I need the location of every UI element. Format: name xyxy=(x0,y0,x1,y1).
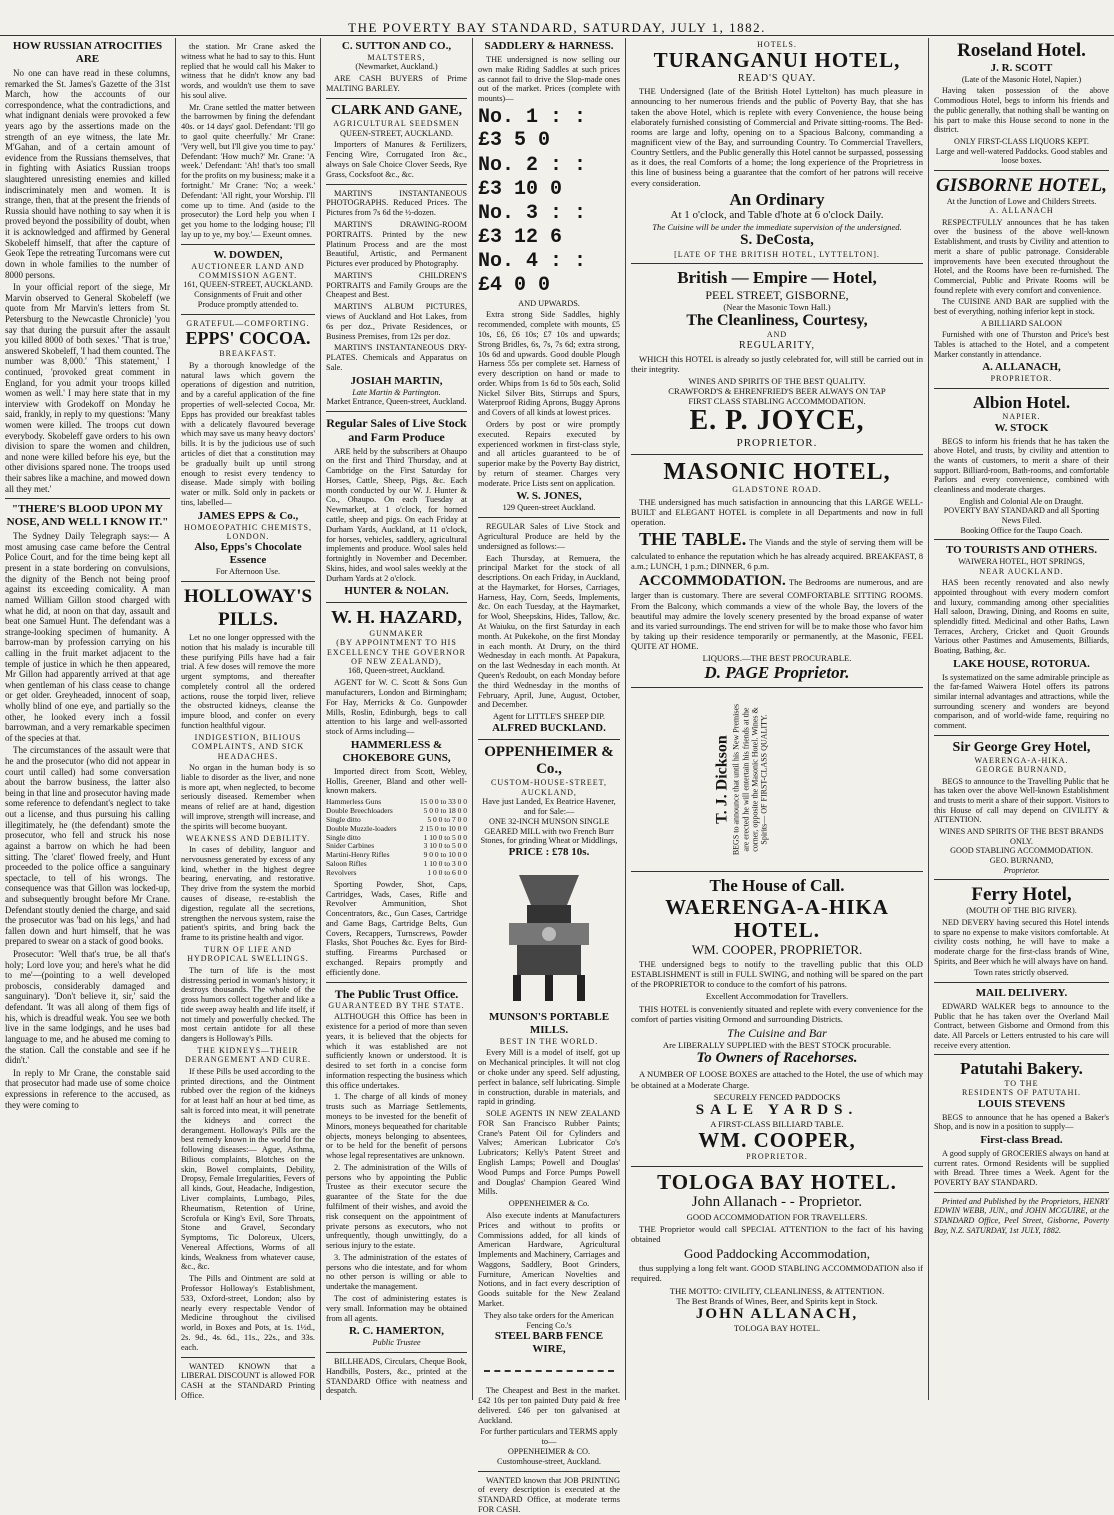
article-paragraph: the station. Mr Crane asked the witness what he had to say to this. Hunt replied that he would call his Maker to witness that he didn't know any bad words, and wouldn't use them to save his soul alive. xyxy=(181,42,315,100)
table-cell-item: Single ditto xyxy=(326,832,361,842)
table-row xyxy=(326,869,467,878)
column-6: Roseland Hotel. J. R. SCOTT (Late of the Masonic Hotel, Napier.) Having taken possession of the above Commodious Hotel, begs to inform his friends and the public generally, that nothing shall be wanting on his part to make this House second to none in the district. ONLY FIRST-CLASS LIQUORS KEPT. Large and well-watered Paddocks. Good stables and loose boxes. GISBORNE HOTEL, At the Junction of Lowe and Childers Streets. A. ALLANACH RESPECTFULLY announces that he has taken over the business of the above well-known Establishment, and trusts by Civility and attention to merit a share of public patronage. Considerable improvements have been executed throughout the Hotel, and the Rooms have been re-furnished. The Commercial, Public and Private Rooms will be found replete with every comfort and convenience. The CUISINE AND BAR are supplied with the best of everything, nothing inferior kept in stock. A BILLIARD SALOON Furnished with one of Thurston and Price's best Tables is attached to the Hotel, and a competent Marker constantly in attendance. A. ALLANACH, PROPRIETOR. Albion Hotel. NAPIER. W. STOCK BEGS to inform his friends that he has taken the above Hotel, and trusts, by civility and attention to the wants of customers, to merit a share of their support. Billiard-room, Bath-rooms, and comfortable Parlors and every convenience, combined with cleanliness and moderate charges. English and Colonial Ale on Draught. POVERTY BAY STANDARD and all Sporting News Filed. Booking Office for the Taupo Coach. TO TOURISTS AND OTHERS. WAIWERA HOTEL, HOT SPRINGS, NEAR AUCKLAND. HAS been recently renovated and also newly appointed throughout with every modern comfort and luxury, commanding among other specialities Hall saloon, Drawing, Dining, and Rooms en suite, splendidly fitted. Medicinal and other Baths, Lawn Terraces, Archery, Cricket and Quoit Grounds Various other Pastimes and Amusements, Billiards, Boating, Bathing, &c. LAKE HOUSE, ROTORUA. Is systematized on the same admirable principle as the far-famed Waiwera Hotel offers its patrons similar internal advantages and attractions, while the surrounding scenery and wonders are beyond comparison, and of world-wide fame, requiring no comment. Sir George Grey Hotel, WAERENGA-A-HIKA. GEORGE BURNAND, BEGS to announce to the Travelling Public that he has taken over the above Well-known Establishment and trusts to merit a share of their support. Visitors to this House of call may depend on CIVILITY & ATTENTION. WINES AND SPIRITS OF THE BEST BRANDS ONLY. GOOD STABLING ACCOMMODATION. GEO. BURNAND, Proprietor. Ferry Hotel, (MOUTH OF THE BIG RIVER). NED DEVERY having secured this Hotel intends to spare no expense to make visitors comfortable. At civility costs nothing, he will have to make a moderate charge for the first-class brands of Wine, Spirits, and Beer which he will always have on hand. Town rates strictly observed. MAIL DELIVERY. EDWARD WALKER begs to announce to the Public that he has taken over the Overland Mail Contract, between Gisborne and Ormond from this date. All Parcels or Letters entrusted to his care will receive every attention. Patutahi Bakery. TO THE RESIDENTS OF PATUTAHI. LOUIS STEVENS BEGS to announce that he has opened a Baker's Shop, and is now in a position to supply— First-class Bread. A good supply of GROCERIES always on hand at current rates. Ormond Residents will be supplied with Bread. Three times a Week. Agent for the POVERTY BAY STANDARD. Printed and Published by the Proprietors, HENRY EDWIN WEBB, JUN., and JOHN MCGUIRE, at the STANDARD Office, Peel Street, Gisborne, Poverty Bay, N.Z. SATURDAY, 1st JULY, 1882. xyxy=(934,40,1109,1235)
article-paragraph: Prosecutor: 'Well that's true, be all that's holy; Lord love you; and here's what he did to me'—(pointing to a well developed proboscis, considerably damaged and sanguinary). 'Don't believe it, sir,' said the defendant. 'It was all along of them figs of his, which is dreadful weak. You see we both live in the same lodgings, and he uses bad language to me, and he abused me coming to the station. Call the constable and see if he didn't.' xyxy=(5,949,170,1066)
table-cell-item: Double Muzzle-loaders xyxy=(326,823,397,833)
table-cell-item: Snider Carbines xyxy=(326,841,375,851)
imprint: Printed and Published by the Proprietors, HENRY EDWIN WEBB, JUN., and JOHN MCGUIRE, at the STANDARD Office, Peel Street, Gisborne, Poverty Bay, N.Z. SATURDAY, 1st JULY, 1882. xyxy=(934,1196,1109,1235)
advert-title: HOLLOWAY'S PILLS. xyxy=(183,586,313,630)
price-table xyxy=(326,798,467,878)
price-line: No. 4 : : £4 0 0 xyxy=(478,250,587,298)
advert-title: The Public Trust Office. xyxy=(334,986,459,1001)
hotel-title: TURANGANUI HOTEL, xyxy=(653,48,901,73)
hotel-title: Roseland Hotel. xyxy=(957,40,1086,61)
table-cell-price: 5 0 0 to 18 0 0 xyxy=(423,806,467,815)
hotel-title: Sir George Grey Hotel, xyxy=(952,739,1091,755)
advert-title: CLARK AND GANE, xyxy=(330,102,463,118)
hotel-title: Albion Hotel. xyxy=(972,392,1071,412)
dickson-advert: T. J. Dickson BEGS to announce that until his New Premises are erected he will entertain his friends at the corner, opposite the Masonic Hotel. Wines & Spirits— OF FIRST-CLASS QUALITY. xyxy=(713,703,769,856)
article-paragraph: In reply to Mr Crane, the constable said that prosecutor had made use of some choice expressions in reference to the accused, as they were coming to xyxy=(5,1067,170,1110)
article-paragraph: Mr. Crane settled the matter between the barrowmen by fining the defendant 40s. or 14 days' gaol. Defendant: 'I'll go to gaol quite cheerfully.' Mr Crane: 'Very well, but I'll give you time to pay.' Defendant: 'How much?' Mr. Crane: 'A week.' Defendant: 'Ah! that's too small for the profits on my business; make it a fortnight.' Mr Crane: 'No; a week.' Defendant: 'All right, your Worship. I'll come up to time. And (aside to the prosecutor) the Lord help you when I get you home to the lodging house; I'll lay up to ye, my boy.'— Exeunt omnes. xyxy=(181,102,315,239)
column-3: C. SUTTON AND CO., MALTSTERS, (Newmarket, Auckland.) ARE CASH BUYERS of Prime MALTING BARLEY. CLARK AND GANE, AGRICULTURAL SEEDSMEN QUEEN-STREET, AUCKLAND. Importers of Manures & Fertilizers, Fencing Wire, Corrugated Iron &c., always on Sale Choice Clover Seeds, Rye Grass, Cocksfoot &c., &c. MARTIN'S INSTANTANEOUS PHOTOGRAPHS. Reduced Prices. The Pictures from 7s 6d the ½-dozen. MARTIN'S DRAWING-ROOM PORTRAITS. Printed by the new Platinum Process and are the most Beautiful, Artistic, and Permanent Pictures ever produced by Photography. MARTIN'S CHILDREN'S PORTRAITS and Family Groups are the Cheapest and Best. MARTIN'S ALBUM PICTURES, views of Auckland and Hot Lakes, from 6s per doz., Private Residences, or Business Premises, from 12s per doz. MARTIN'S INSTANTANEOUS DRY-PLATES. Chemicals and Apparatus on Sale. JOSIAH MARTIN, Late Martin & Partington. Market Entrance, Queen-street, Auckland. Regular Sales of Live Stock and Farm Produce ARE held by the subscribers at Ohaupo on the first and Third Thursday, and at Cambridge on the First Saturday for Horses, Cattle, Sheep, Pigs, &c. Each month conducted by our W. J. Hunter & Co., Ohaupo. On each Tuesday at Newmarket, at 1 o'clock, for horned cattle, sheep and pigs. On each Friday at Durham Yards, Auckland, at 11 o'clock, for horses, vehicles, saddlery, agricultural implements and produce. Wool sales held fortnightly in November and December. Skins, hides, and wool sales weekly at the Durham Yards at 2 o'clock. HUNTER & NOLAN. W. H. HAZARD, GUNMAKER (BY APPOINTMENT TO HIS EXCELLENCY THE GOVERNOR OF NEW ZEALAND), 168, Queen-street, Auckland. AGENT for W. C. Scott & Sons Gun manufacturers, London and Birmingham; For Hay, Merricks & Co. Gunpowder Mills, Roslin, Edinburgh, begs to call attention to his large and well-assorted stock of Arms including— HAMMERLESS & CHOKEBORE GUNS, Imported direct from Scott, Webley, Hollis, Greener, Bland and other well-known makers. Hammerless Guns 15 0 0 to 33 0 0 Double Breechloaders 5 0 0 to 18 0 0 Single ditto 5 0 0 to 7 0 0 Double Muzzle-loaders 2 15 0 to 10 0 0 Single ditto 1 10 0 to 5 0 0 Snider Carbines 3 10 0 to 5 0 0 Martini-Henry Rifles 9 0 0 to 10 0 0 Saloon Rifles 1 10 0 to 3 0 0 Revolvers 1 0 0 to 6 0 0 Sporting Powder, Shot, Caps, Cartridges, Wads, Cases, Rifle and Revolver Ammunition, Shot Concentrators, &c., Gun Cases, Cartridge and Game Bags, Cartridge Belts, Gun Covers, Recappers, Turnscrews, Powder Flasks, Shot Pouches &c. Eyes for Bird-stuffing. Firearms Purchased or exchanged. Repairs promptly and efficiently done. The Public Trust Office. GUARANTEED BY THE STATE. ALTHOUGH this Office has been in existence for a period of more than seven years, it is believed that the objects for which it was established are not sufficiently known or understood. It is desired to set forth in a concise form information respecting the business which this office undertakes. 1. The charge of all kinds of money trusts such as Marriage Settlements, moneys to be invested for the benefit of Minors, moneys bequeathed for charitable objects, moneys belonging to absentees, or to be held for the benefit of persons whose legal representatives are unknown. 2. The administration of the Wills of persons who by appointing the Public Trustee as their executor secure the guarantee of the State for the due fulfilment of their wishes, and avoid the risk consequent on the appointment of private persons as executors, who not unfrequently, though unwittingly, do a serious injury to the estate. 3. The administration of the estates of persons who die intestate, and for whom no other person is willing or able to undertake the management. The cost of administering estates is very small. Information may be obtained from all agents. R. C. HAMERTON, Public Trustee BILLHEADS, Circulars, Cheque Book, Handbills, Posters, &c., printed at the STANDARD Office with neatness and despatch. xyxy=(326,40,467,1396)
advert-title: W. DOWDEN, xyxy=(213,248,283,261)
table-cell-price: 1 10 0 to 3 0 0 xyxy=(423,859,467,869)
column-5: HOTELS. TURANGANUI HOTEL, READ'S QUAY. THE Undersigned (late of the British Hotel Lyttelton) has much pleasure in announcing to her numerous friends and the public of Poverty Bay, that she has taken the above Hotel, which is replete with every Convenience, the house being elaborately furnished consisting of Commercial and Private sitting-rooms. The Bed-rooms are large and lofty, opening on to a Spacious Balcony, commanding a magnificent view of the Bay, and surrounding Country. To Commercial Travellers, Country Settlers, and the Public generally this Hotel cannot be surpassed, possessing as it does, the real Comforts of a home; the long experience of the Proprietress in this line of business being a guarantee that the comfort of her patrons will receive every consideration. An Ordinary At 1 o'clock, and Table d'hote at 6 o'clock Daily. The Cuisine will be under the immediate supervision of the undersigned. S. DeCosta, [LATE OF THE BRITISH HOTEL, LYTTELTON]. British — Empire — Hotel, PEEL STREET, GISBORNE, (Near the Masonic Town Hall.) The Cleanliness, Courtesy, AND REGULARITY, WHICH this HOTEL is already so justly celebrated for, will still be carried out in their integrity. WINES AND SPIRITS OF THE BEST QUALITY. CRAWFORD'S & EHRENFRIED'S BEER ALWAYS ON TAP FIRST CLASS STABLING ACCOMMODATION. E. P. JOYCE, PROPRIETOR. MASONIC HOTEL, GLADSTONE ROAD. THE undersigned has much satisfaction in announcing that this LARGE WELL-BUILT and ELEGANT HOTEL is complete in all Departments and now in full operation. THE TABLE. The Viands and the style of serving them will be calculated to enhance the reputation which he has already acquired. BREAKFAST, 8 a.m.; LUNCH, 1 p.m.; DINNER, 6 p.m. ACCOMMODATION. The Bedrooms are numerous, and are larger than is customary. There are several COMFORTABLE SITTING ROOMS. From the Balcony, which commands a view of the whole Bay, the lovers of the beautiful may admire the lovely scenery presented by the broad expanse of water and its varied surroundings. The end striven for will be to make those who favor him by taking up their residence temporarily or permanently, at the Masonic, FEEL QUITE AT HOME. LIQUORS.—THE BEST PROCURABLE. D. PAGE Proprietor. T. J. Dickson BEGS to announce that until his New Premises are erected he will entertain his friends at the corner, opposite the Masonic Hotel. Wines & Spirits— OF FIRST-CLASS QUALITY. The House of Call. WAERENGA-A-HIKA HOTEL. WM. COOPER, PROPRIETOR. THE undersigned begs to notify to the travelling public that this OLD ESTABLISHMENT is still in FULL SWING, and nothing will be spared on the part of the PROPRIETOR to conduce to the comfort of his patrons. Excellent Accommodation for Travellers. THIS HOTEL is conveniently situated and replete with every convenience for the comfort of parties visiting Ormond and surrounding Districts. The Cuisine and Bar Are LIBERALLY SUPPLIED with the BEST STOCK procurable. To Owners of Racehorses. A NUMBER OF LOOSE BOXES are attached to the Hotel, the use of which may be obtained at a Moderate Charge. SECURELY FENCED PADDOCKS SALE YARDS. A FIRST-CLASS BILLIARD TABLE. WM. COOPER, PROPRIETOR. TOLOGA BAY HOTEL. John Allanach - - Proprietor. GOOD ACCOMMODATION FOR TRAVELLERS. THE Proprietor would call SPECIAL ATTENTION to the fact of his having obtained Good Paddocking Accommodation, thus supplying a long felt want. GOOD STABLING ACCOMMODATION also if required. THE MOTTO: CIVILITY, CLEANLINESS, & ATTENTION. The Best Brands of Wines, Beer, and Spirits kept in Stock. JOHN ALLANACH, TOLOGA BAY HOTEL. xyxy=(631,40,923,1334)
table-cell-item: Hammerless Guns xyxy=(326,797,382,807)
table-cell-price: 1 10 0 to 5 0 0 xyxy=(423,832,467,842)
price-line: No. 2 : : £3 10 0 xyxy=(478,154,587,201)
hotel-title: GISBORNE HOTEL, xyxy=(935,174,1108,196)
article-paragraph: The circumstances of the assault were that he and the prosecutor (who did not appear in court until called) had some conversation about the barrow business, the latter also being in that line and prosecutor having made some reference to defendant's neglect to take out a license, and thus pursuing his calling illegitimately, he (the defendant) smote the prosecutor, who fell and struck his nose against a barrow on which he had been sitting. The 'claret' flowed freely, and Hunt proceeded to the police office a sanguinary spectacle, to tell of his wrongs. The consequence was that Gillon was locked-up, and subsequently brought before Mr Crane. Defendant stoutly denied the charge, and said the prosecutor was 'bad on his legs,' and had fallen down and hurt himself, that he was prepared to swear on a stack of good books. xyxy=(5,745,170,947)
advert-title: C. SUTTON AND CO., xyxy=(341,40,452,52)
column-1 xyxy=(0,38,175,1400)
table-cell-item: Martini-Henry Rifles xyxy=(326,850,390,860)
table-cell-price: 3 10 0 to 5 0 0 xyxy=(423,841,467,851)
column-2: the station. Mr Crane asked the witness what he had to say to this. Hunt replied that he would call his Maker to witness that he didn't know any bad words, and wouldn't use them to save his soul alive. Mr. Crane settled the matter between the barrowmen by fining the defendant 40s. or 14 days' gaol. Defendant: 'I'll go to gaol quite cheerfully.' Mr Crane: 'Very well, but I'll give you time to pay.' Defendant: 'How much?' Mr. Crane: 'A week.' Defendant: 'Ah! that's too small for the profits on my business; make it a fortnight.' Mr Crane: 'No; a week.' Defendant: 'All right, your Worship. I'll come up to time. And (aside to the prosecutor) the Lord help you when I get you home to the lodging house; I'll lay up to ye, my boy.'— Exeunt omnes. W. DOWDEN, AUCTIONEER LAND AND COMMISSION AGENT. 161, QUEEN-STREET, AUCKLAND. Consignments of Fruit and other Produce promptly attended to. GRATEFUL—COMFORTING. EPPS' COCOA. BREAKFAST. By a thorough knowledge of the natural laws which govern the operations of digestion and nutrition, and by a careful application of the fine properties of well-selected Cocoa, Mr. Epps has provided our breakfast tables with a delicately flavoured beverage which may save us many heavy doctors' bills. It is by the judicious use of such articles of diet that a constitution may be gradually built up until strong enough to resist every tendency to disease. Made simply with boiling water or milk. Sold only in packets or tins, labelled— JAMES EPPS & Co., HOMOEOPATHIC CHEMISTS, LONDON. Also, Epps's Chocolate Essence For Afternoon Use. HOLLOWAY'S PILLS. Let no one longer oppressed with the notion that his malady is incurable till these purifying Pills have had a fair trial. A few doses will remove the more urgent symptoms, and thereafter completely control all the ordered actions, rouse the torpid liver, relieve the obstructed kidneys, cleanse the impure blood, and confer on every function healthful vigour. INDIGESTION, BILIOUS COMPLAINTS, AND SICK HEADACHES. No organ in the human body is so liable to disorder as the liver, and none is more apt, when neglected, to become seriously diseased. Remember when means of relief are at hand, digestion will improve, strength will increase, and the spirits will become buoyant. WEAKNESS AND DEBILITY. In cases of debility, languor and nervousness generated by excess of any kind, whether in the highest degree bearing, enervating, and restorative. They drive from the system the morbid causes of disease, re-establish the digestion, regulate all the secretions, strengthen the nervous system, raise the patient's spirits, and bring back the frame to its pristine health and vigor. TURN OF LIFE AND HYDROPICAL SWELLINGS. The turn of life is the most distressing period in woman's history; it destroys thousands. The whole of the gross humors collect together and like a tide sweep away health and life itself, if not timely and powerfully checked. The most certain antidote for all these dangers is Holloway's Pills. THE KIDNEYS—THEIR DERANGEMENT AND CURE. If these Pills be used according to the printed directions, and the Ointment rubbed over the region of the kidneys for at least half an hour at bed time, as salt is forced into meat, it will penetrate the kidneys and correct the derangement. Holloway's Pills are the best remedy known in the world for the following diseases:— Ague, Asthma, Bilious complaints, Blotches on the skin, Bowel complaints, Debility, Dropsy, Female Irregularities, Fevers of all kinds, Gout, Headache, Indigestion, Liver complaints, Lumbago, Piles, Rheumatism, Retention of Urine, Scrofula or King's Evil, Sore Throats, Stone and Gravel, Secondary Symptoms, Tic Doloreux, Ulcers, Venereal Affections, Worms of all kinds, Weakness from whatever cause, &c., &c. The Pills and Ointment are sold at Professor Holloway's Establishment, 533, Oxford-street, London; also by nearly every respectable Vendor of Medicine throughout the civilised world, in Boxes and Pots, at 1s. 1½d., 2s. 9d., 4s. 6d., 11s., 22s., and 33s. each. WANTED KNOWN that a LIBERAL DISCOUNT is allowed FOR CASH at the STANDARD Printing Office. xyxy=(181,42,315,1400)
hotel-title: MASONIC HOTEL, xyxy=(663,459,891,486)
hotel-title: Ferry Hotel, xyxy=(971,884,1072,906)
table-cell-item: Single ditto xyxy=(326,814,361,824)
advert-title: SADDLERY & HARNESS. xyxy=(484,40,614,52)
price-line: No. 1 : : £3 5 0 xyxy=(478,105,587,153)
table-cell-price: 5 0 0 to 7 0 0 xyxy=(427,814,467,824)
table-cell-price: 15 0 0 to 33 0 0 xyxy=(419,797,467,807)
article-heading: "THERE'S BLOOD UPON MY NOSE, AND WELL I KNOW IT." xyxy=(6,503,169,529)
hotel-title: TOLOGA BAY HOTEL. xyxy=(657,1169,897,1194)
mill-illustration xyxy=(479,865,619,1005)
article-paragraph: In your official report of the siege, Mr Marvin observed to General Skobeleff (we quote from Mr Marvin's letters from St. Petersburg to the Newcastle Chronicle) 'you say that during the pursuit after the assault you killed 8000 of both sexes.' 'That is true,' answered Skobeleff, 'I had them counted. The number was 8,000.' 'This statement,' I continued, 'provoked great comment in England, for you admit your troops killed women as well.' I may here state that in my interview with Grodekoff on Monday he said, frankly, in reply to my questions: 'Many women were killed. The troops cut down everybody. Skobeleff gave orders to his own division to spare the women and children, and none were killed before his eye, but the other divisions spared none. The troops used their sabres like a machine, and mowed down all they met.' xyxy=(5,282,170,494)
hotel-title: British — Empire — Hotel, xyxy=(677,268,877,288)
advert-title: OPPENHEIMER & Co., xyxy=(484,743,614,778)
hotel-title: WAERENGA-A-HIKA HOTEL. xyxy=(665,894,889,942)
table-cell-item: Saloon Rifles xyxy=(326,859,367,869)
table-cell-item: Revolvers xyxy=(326,867,357,877)
table-cell-item: Double Breechloaders xyxy=(326,806,393,815)
article-paragraph: No one can have read in these columns, remarked the St. James's Gazette of the 31st March, how the accounts of our correspondence, what the contradictions, and what indignant denials were provoked a few years ago by the assertions made on the strength of an eye witness, the late Mr. M'Gahan, and of a certain amount of evidence from the Russians themselves, that in fighting with Asiatics Russian troops slaughtered unresisting enemies and killed indiscriminately men and women. It is strange, then, that at the present the friends of Russia should have nothing to say when it is proved beyond the possibility of doubt, when it is acknowledged and affirmed by General Skobeleff himself, that after the capture of Geok Tepe the retreating Turcomans were cut down in whole families to the number of 8000 persons. xyxy=(5,67,170,280)
column-4: SADDLERY & HARNESS. THE undersigned is now selling our own make Riding Saddles at such prices as cannot fail to drive the Slop-made ones out of the market. Prices (complete with mounts)— No. 1 : : £3 5 0 No. 2 : : £3 10 0 No. 3 : : £3 12 6 No. 4 : : £4 0 0 AND UPWARDS. Extra strong Side Saddles, highly recommended, complete with mounts, £5 10s, £6, £6 10s; £7 10s and upwards; Strong Bridles, 6s, 7s, 7s 6d; extra strong, 10s 6d and upwards. Good double Plough Harness 55s per complete set. Harness of every description on hand or made to order. Whips from 1s 6d to 50s each, Solid Nickel Silver Bits, Stirrups and Spurs, Waterproof Riding Aprons, Buggy Aprons and Covers of all kinds at lowest prices. Orders by post or wire promptly executed. Repairs executed by experienced workmen in first-class style, and all articles guaranteed to be of superior make by the Poverty Bay district, by return of steamer. Charges very moderate. Price Lists sent on application. W. S. JONES, 129 Queen-street Auckland. REGULAR Sales of Live Stock and Agricultural Produce are held by the undersigned as follows:— Each Thursday, at Remuera, the principal Market for the stock of all descriptions. On each Friday, in Auckland, at the Haymarket, for Horses, Carriages, Harness, Hay, Corn, Seeds, Implements, &c. On each Tuesday, at the Haymarket, for Wool, Sheepskins, Hides, Tallow, &c. At Waiuku, on the first Saturday in each month. At Pukekohe, on the first Monday in each month. At Drury, on the third Wednesday in each month. At Papakura, on the last Wednesday in each month. At Queen's Redoubt, on each Monday before the third Wednesday in the months of February, April, June, August, October, and December. Agent for LITTLE'S SHEEP DIP. ALFRED BUCKLAND. OPPENHEIMER & Co., CUSTOM-HOUSE-STREET, AUCKLAND, Have just Landed, Ex Beatrice Havener, and for Sale:— ONE 32-INCH MUNSON SINGLE GEARED MILL with two French Burr Stones, for grinding Wheat or Middlings, PRICE : £78 10s. MUNSON'S PORTABLE MILLS. BEST IN THE WORLD. Every Mill is a model of itself, got up on Mechanical principles. It will not clog or choke under any speed. Self adjusting, perfect in balance, self lubricating. Simple in construction, durable in materials, and rapid in grinding. SOLE AGENTS IN NEW ZEALAND FOR San Francisco Rubber Paints; Crane's Patent Oil for Cylinders and Valves; American Lubricator Co's Lubricators; Kelly's Patent Street and English Lamps; Powell and Douglas' Wood Pumps and Force Pumps Powell and Douglas' Champion Geared Wind Mills. OPPENHEIMER & Co. Also execute indents at Manufacturers Prices and without to profits or Commissions added, for all kinds of American Hardware, Agricultural Implements and Machinery, Carriages and Waggons, Saddlery, Boot Grinders, Furniture, American Novelties and Notions, and in fact every description of Goods suitable for the New Zealand Market. They also take orders for the American Fencing Co.'s STEEL BARB FENCE WIRE, The Cheapest and Best in the market. £42 10s per ton painted Duty paid & free delivered. £46 per ton galvanised at Auckland. For further particulars and TERMS apply to— OPPENHEIMER & CO. Customhouse-street, Auckland. WANTED known that JOB PRINTING of every description is executed at the STANDARD Office, at moderate terms FOR CASH. xyxy=(478,40,620,1514)
advert-title: W. H. HAZARD, xyxy=(331,607,462,628)
price-line: No. 3 : : £3 12 6 xyxy=(478,202,587,249)
masthead: THE POVERTY BAY STANDARD, SATURDAY, JULY 1, 1882. xyxy=(0,0,1114,36)
article-heading: HOW RUSSIAN ATROCITIES ARE xyxy=(12,40,163,65)
advert-title: Regular Sales of Live Stock and Farm Produce xyxy=(326,416,467,445)
table-cell-price: 1 0 0 to 6 0 0 xyxy=(427,867,467,877)
table-cell-price: 2 15 0 to 10 0 0 xyxy=(419,823,467,833)
barb-wire-illustration xyxy=(484,1370,614,1372)
table-cell-price: 9 0 0 to 10 0 0 xyxy=(423,850,467,860)
article-paragraph: The Sydney Daily Telegraph says:— A most amusing case came before the Central Police Court, and for the time being kept all present in a state bordering on convulsions, the dignity of the Bench not being proof against its exceeding comicality. A man named William Gillon stood charged with what he did, at noon on that day, assault and beat one Samuel Hunt. The defendant was a strange-looking specimen of humanity. A barrow-man by profession carrying on his calling in the fruit market adjacent to the temple of justice in which he then appeared, Mr Gillon had apparently arrived at that age when gentleman of his class cease to change or get older. Greyheaded, innocent of soap, wholly blind of one eye, and partially so the other, he looked every inch a fossil barrowman, and a very remarkable specimen of the species at that. xyxy=(5,531,170,743)
advert-title: EPPS' COCOA. xyxy=(185,328,311,349)
